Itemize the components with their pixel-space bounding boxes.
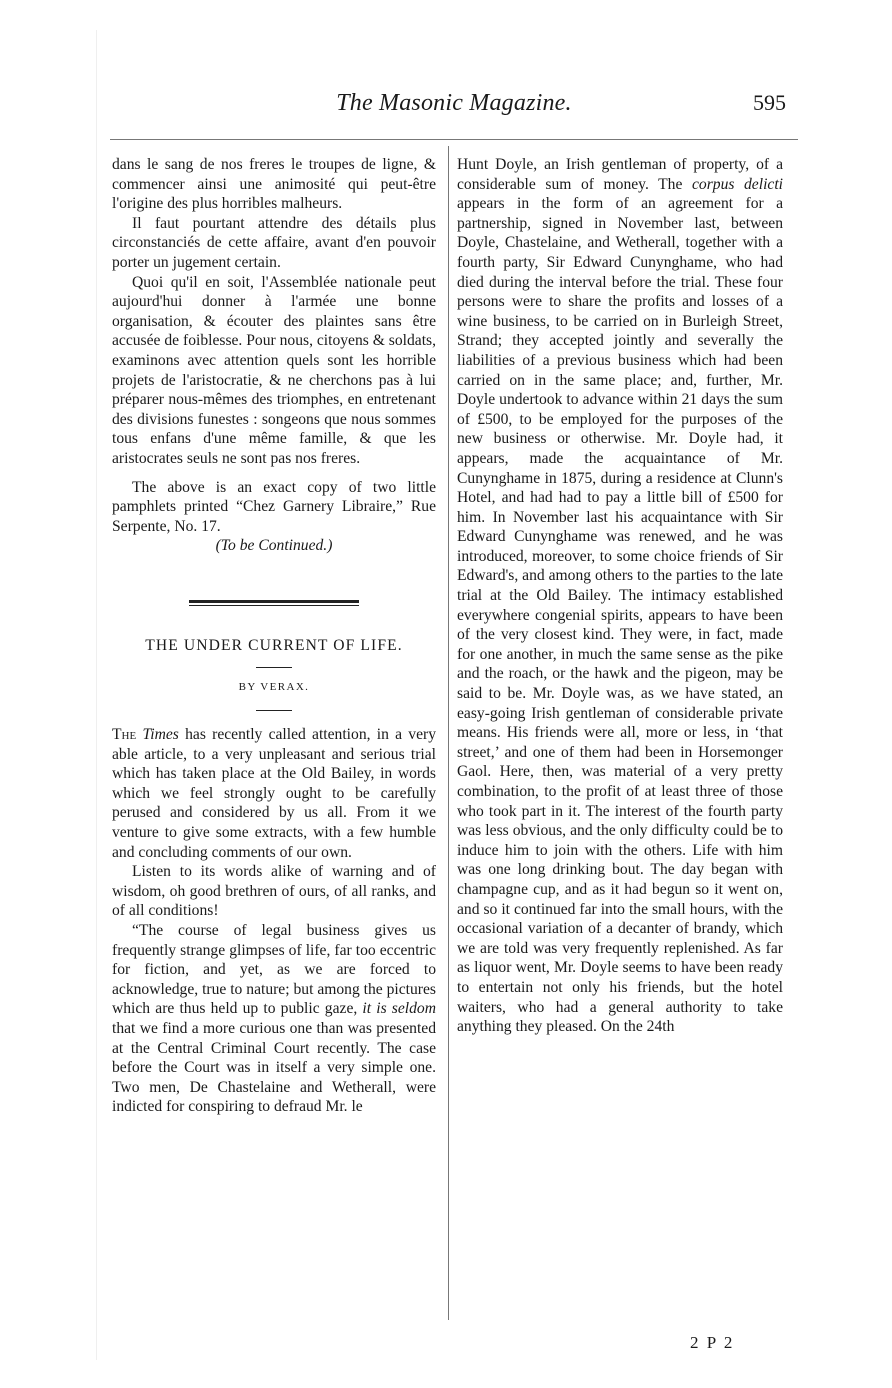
to-be-continued: (To be Continued.) <box>215 537 333 555</box>
printer-signature-mark: 2 P 2 <box>690 1333 735 1352</box>
right-column-text-b: appears in the form of an agreement for a partnership, signed in November last, between Doyle, Chastelaine, and Wetherall, together with a fourth party, Sir Edward Cunynghame, who had died during the interval before the trial. These four persons were to share the profits and losses of a wine business, to be carried on in Burleigh Street, Strand; they accepted jointly and severally the liabilities of a previous business which had been carried on in the same place; and, further, Mr. Doyle undertook to advance within 21 days the sum of £500, to be employed for the purposes of the new business or otherwise. Mr. Doyle had, it appears, made the acquaintance of Mr. Cunynghame in 1875, during a residence at Clunn's Hotel, and had had to pay a little bill of £500 for him. In November last his acquaintance with Sir Edward Cunynghame was renewed, and he was introduced, moreover, to some choice friends of Sir Edward's, and among others to the parties to the late trial at the Old Bailey. The intimacy established everywhere congenial spirits, appears to have been of the very closest kind. They were, in fact, made for one another, in much the same sense as the pike and the roach, or the hawk and the pigeon, may be said to be. Mr. Doyle was, as we have stated, an easy-going Irish gentleman of considerable private means. His friends were all, more or less, in ‘that street,’ and one of them had been in Horsemonger Gaol. Here, then, was material of a very pretty combination, to the profit of at least three of those who took part in it. The interest of the fourth party was less obvious, and the only difficulty could be to induce him to join with the others. Life with him was one long drinking bout. The day began with champagne cup, and as it had begun so it went on, and so it continued far into the small hours, with the occasional variation of a decanter of brandy, which we are told was very frequently replenished. As far as liquor went, Mr. Doyle seems to have been ready to entertain not only his friends, but the hotel waiters, who had a general authority to take anything they pleased. On the 24th <box>457 195 783 1036</box>
right-column-paragraph <box>457 155 783 1037</box>
separator-thick-line <box>189 600 359 603</box>
byline-rule <box>256 710 292 711</box>
article-paragraph-3-text-b: that we find a more curious one than was presented at the Central Criminal Court recently. The case before the Court was in itself a very simple one. Two men, De Chastelaine and Wetherall, were indicted for conspiring to defraud Mr. le <box>112 1019 436 1116</box>
header-rule <box>110 139 798 140</box>
opening-word: The <box>112 726 137 744</box>
article-paragraph-1-text: has recently called attention, in a very able article, to a very unpleasant and serious trial which has taken place at the Old Bailey, in words which we feel strongly ought to be carefully perused and considered by us all. From it we venture to give some extracts, with a few humble and concluding comments of our own. <box>112 726 436 861</box>
article-paragraph-1 <box>112 725 436 862</box>
article-byline: BY VERAX. <box>238 681 310 694</box>
article-body <box>112 725 436 1117</box>
article-title: THE UNDER CURRENT OF LIFE. <box>145 636 403 654</box>
article-paragraph-3 <box>112 921 436 1117</box>
french-paragraph-3: Quoi qu'il en soit, l'Assemblée nationale peut aujourd'hui donner à l'armée une bonne organisation, & écouter des plaintes sans être accusée de foiblesse. Pour nous, citoyens & soldats, examinons avec attention quels sont les horrible projets de l'aristocratie, & ne cherchons pas à lui préparer nous-mêmes des triomphes, en entretenant des divisions funestes : songeons que nous sommes tous enfans d'une même famille, & que les aristocrates seuls ne sont pas nos freres. <box>112 273 436 467</box>
page-header <box>110 90 798 130</box>
article-paragraph-3-italic: it is seldom <box>362 1000 436 1018</box>
page-edge-shadow <box>96 30 97 1360</box>
left-column <box>112 155 436 1117</box>
french-paragraph-2: Il faut pourtant attendre des détails plus circonstanciés de cette affaire, avant d'en pouvoir porter un jugement certain. <box>112 214 436 271</box>
copy-note: The above is an exact copy of two little pamphlets printed “Chez Garnery Libraire,” Rue Serpente, No. 17. <box>112 478 436 535</box>
column-divider <box>448 146 449 1320</box>
latin-phrase: corpus delicti <box>691 175 783 193</box>
article-paragraph-3-text-a: “The course of legal business gives us frequently strange glimpses of life, far too eccentric for fiction, and yet, as we are forced to acknowledge, true to nature; but among the pictures which are thus held up to public gaze, <box>112 922 436 1018</box>
right-column-text-a: Hunt Doyle, an Irish gentleman of property, of a considerable sum of money. The <box>457 156 783 193</box>
article-paragraph-2: Listen to its words alike of warning and of wisdom, oh good brethren of ours, of all ranks, and of all conditions! <box>112 863 436 920</box>
running-title: The Masonic Magazine. <box>336 90 572 116</box>
newspaper-name: Times <box>142 726 179 744</box>
french-paragraph-1: dans le sang de nos freres le troupes de ligne, & commencer ainsi une animosité qui peut-être l'origine des plus horribles malheurs. <box>112 156 436 213</box>
title-rule <box>256 667 292 668</box>
separator-thin-line <box>189 605 359 606</box>
section-separator <box>189 600 359 606</box>
page-number: 595 <box>753 90 786 115</box>
right-column <box>457 155 783 1037</box>
paragraph-gap <box>112 469 436 478</box>
